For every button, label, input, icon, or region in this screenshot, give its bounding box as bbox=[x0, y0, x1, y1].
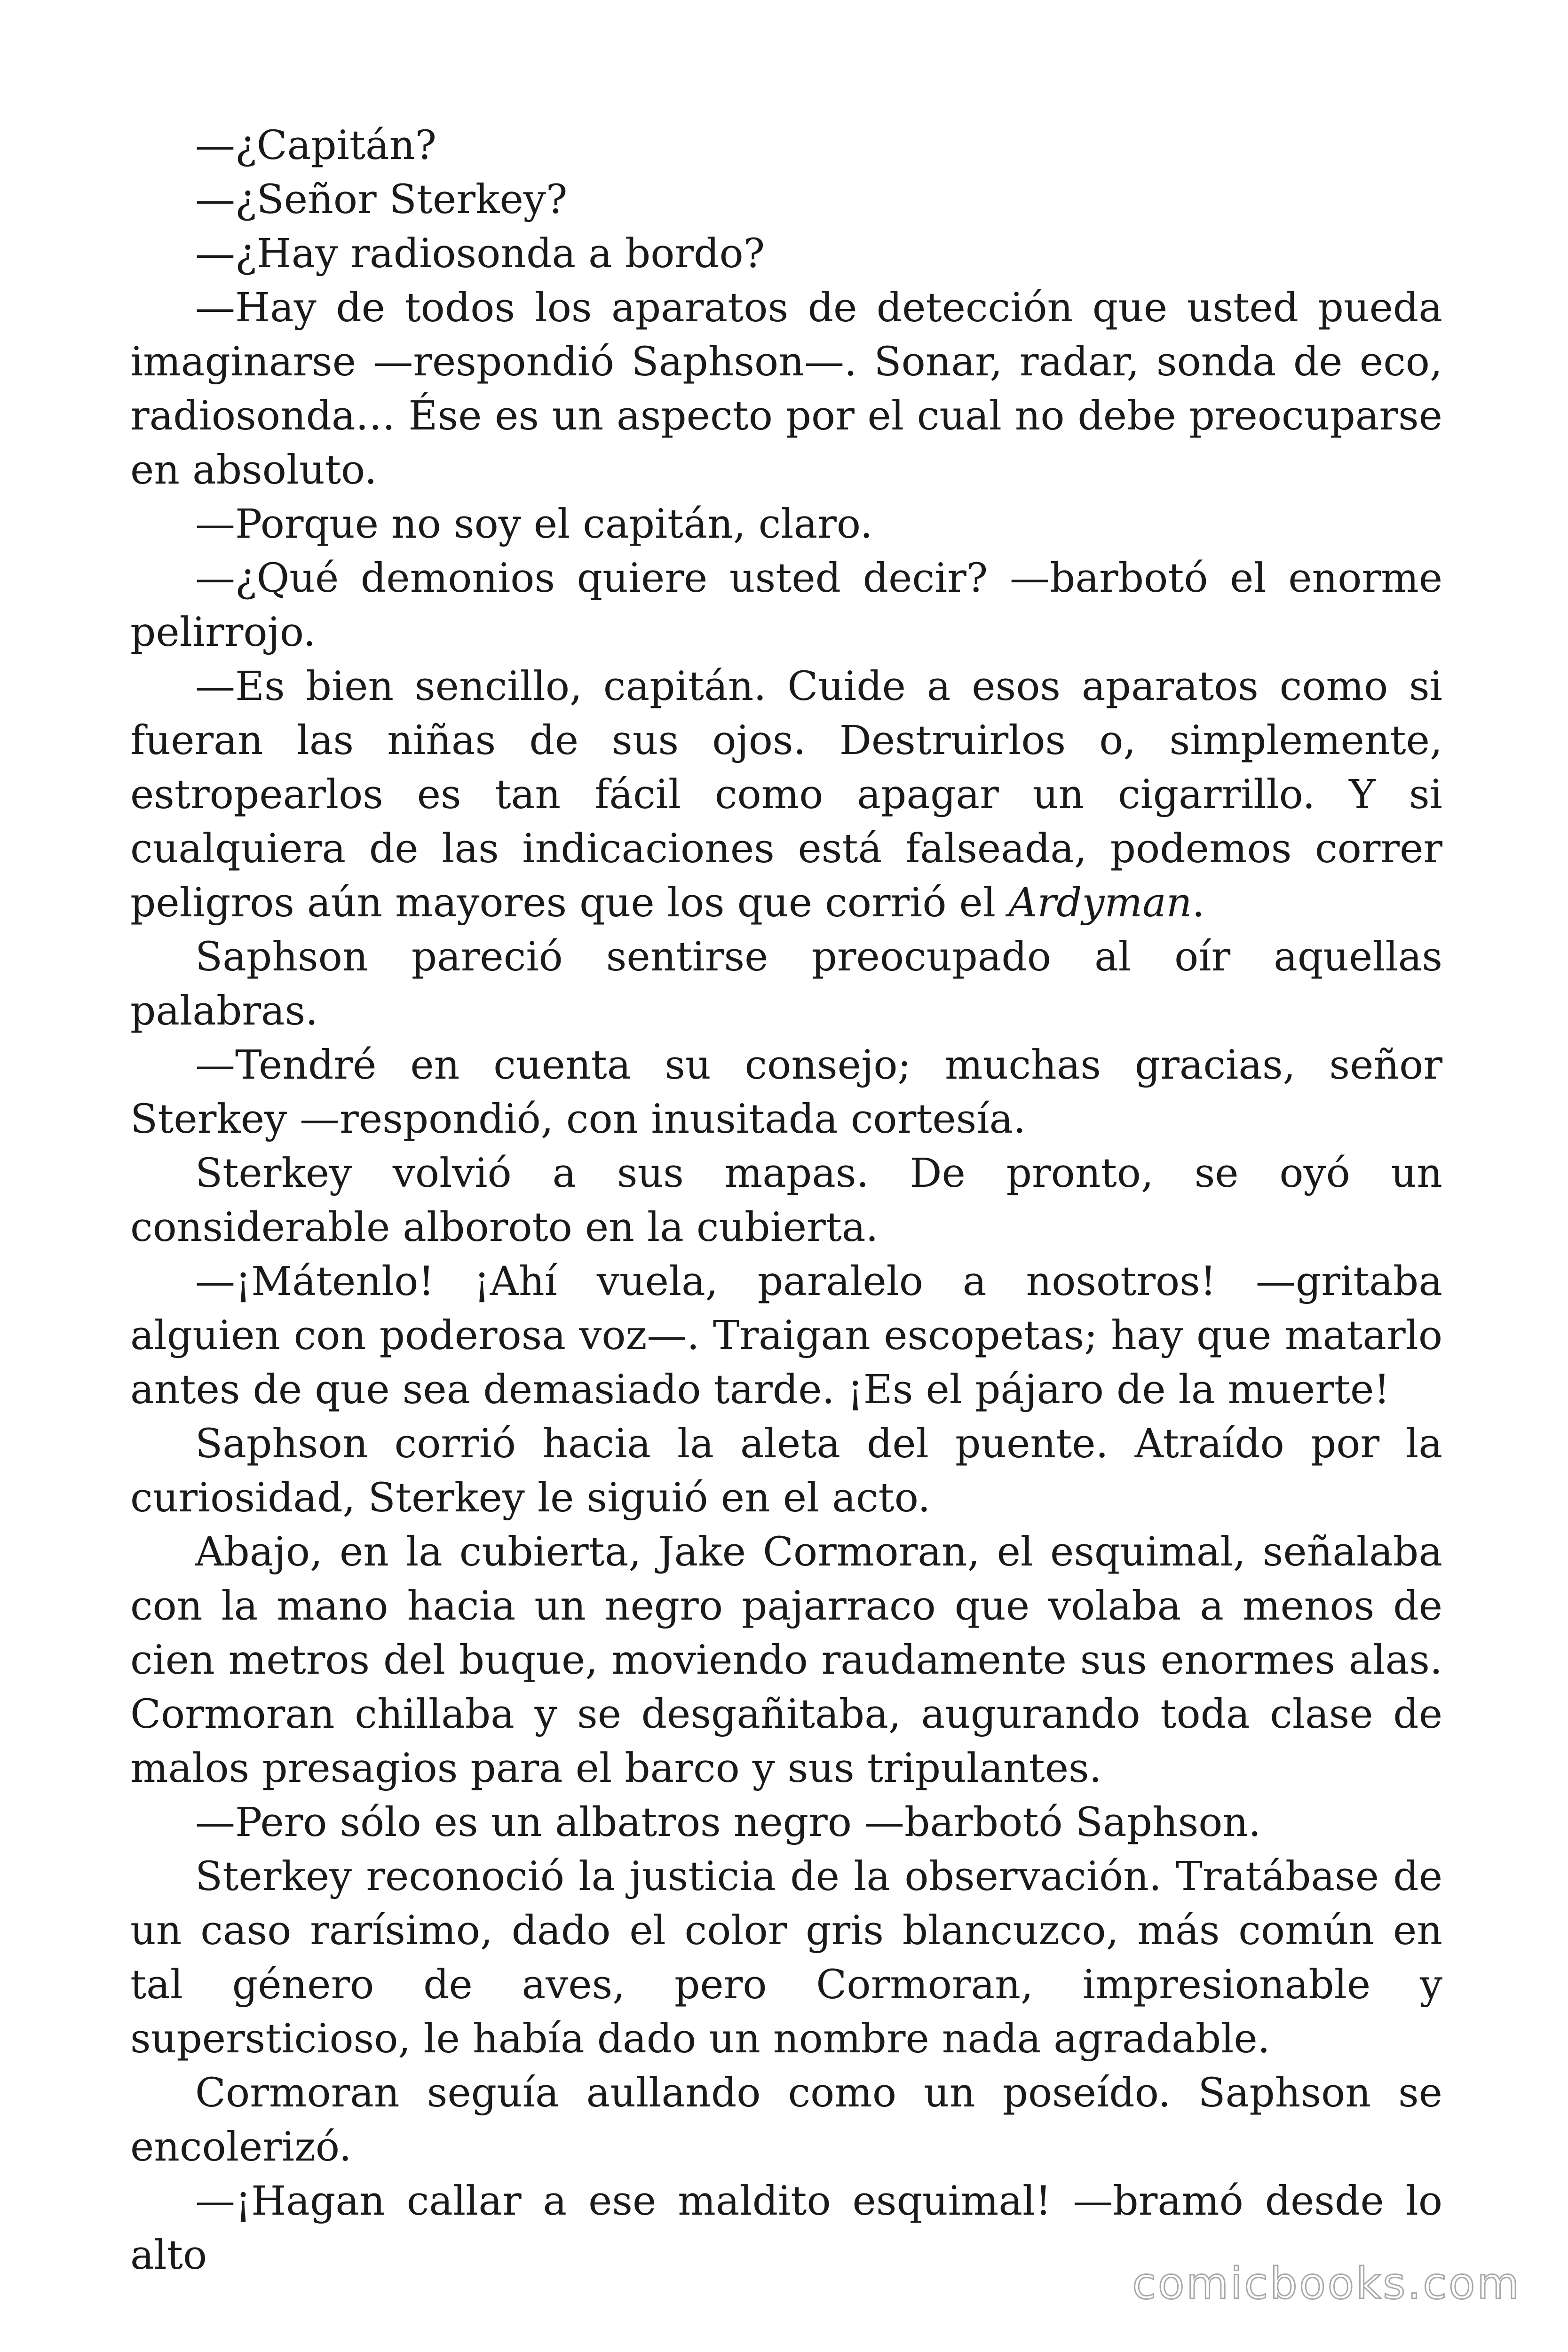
paragraph: Sterkey volvió a sus mapas. De pronto, se oyó un considerable alboroto en la cubierta. bbox=[130, 1150, 1442, 1251]
paragraph: —¿Qué demonios quiere usted decir? —barbotó el enorme pelirrojo. bbox=[130, 555, 1442, 656]
paragraph: Cormoran seguía aullando como un poseído. Saphson se encolerizó. bbox=[130, 2070, 1442, 2170]
paragraph: —Porque no soy el capitán, claro. bbox=[195, 501, 873, 548]
paragraph bbox=[130, 660, 1442, 930]
paragraph: —¡Mátenlo! ¡Ahí vuela, paralelo a nosotros! —gritaba alguien con poderosa voz—. Traigan escopetas; hay que matarlo antes de que sea demasiado tarde. ¡Es el pájaro de la muerte! bbox=[130, 1258, 1442, 1413]
paragraph: —¡Hagan callar a ese maldito esquimal! —bramó desde lo alto bbox=[130, 2178, 1442, 2279]
page-body bbox=[130, 119, 1442, 2282]
paragraph: —¿Señor Sterkey? bbox=[195, 176, 568, 223]
paragraph: —¿Capitán? bbox=[195, 122, 437, 169]
paragraph: —Tendré en cuenta su consejo; muchas gracias, señor Sterkey —respondió, con inusitada cortesía. bbox=[130, 1042, 1442, 1143]
paragraph: —Hay de todos los aparatos de detección que usted pueda imaginarse —respondió Saphson—. Sonar, radar, sonda de eco, radiosonda… Ése es un aspecto por el cual no debe preocuparse en absoluto. bbox=[130, 285, 1442, 493]
paragraph: Saphson pareció sentirse preocupado al oír aquellas palabras. bbox=[130, 934, 1442, 1034]
paragraph: Abajo, en la cubierta, Jake Cormoran, el esquimal, señalaba con la mano hacia un negro pajarraco que volaba a menos de cien metros del buque, moviendo raudamente sus enormes alas. Cormoran chillaba y se desgañitaba, augurando toda clase de malos presagios para el barco y sus tripulantes. bbox=[130, 1529, 1442, 1792]
paragraph: —Pero sólo es un albatros negro —barbotó Saphson. bbox=[195, 1799, 1261, 1846]
paragraph: Saphson corrió hacia la aleta del puente. Atraído por la curiosidad, Sterkey le siguió en el acto. bbox=[130, 1421, 1442, 1521]
paragraph: Sterkey reconoció la justicia de la observación. Tratábase de un caso rarísimo, dado el color gris blancuzco, más común en tal género de aves, pero Cormoran, impresionable y supersticioso, le había dado un nombre nada agradable. bbox=[130, 1853, 1442, 2062]
watermark: comicbooks.com bbox=[1132, 2258, 1521, 2309]
ship-name-italic: Ardyman bbox=[1008, 880, 1192, 926]
text-run: . bbox=[1192, 880, 1205, 926]
paragraph: —¿Hay radiosonda a bordo? bbox=[195, 230, 765, 277]
text-run: —Es bien sencillo, capitán. Cuide a esos aparatos como si fueran las niñas de sus ojos. Destruirlos o, simplemente, estropearlos es tan fácil como apagar un cigarrillo. Y si cualquiera de las indicaciones está falseada, podemos correr peligros aún mayores que los que corrió el bbox=[130, 663, 1442, 926]
